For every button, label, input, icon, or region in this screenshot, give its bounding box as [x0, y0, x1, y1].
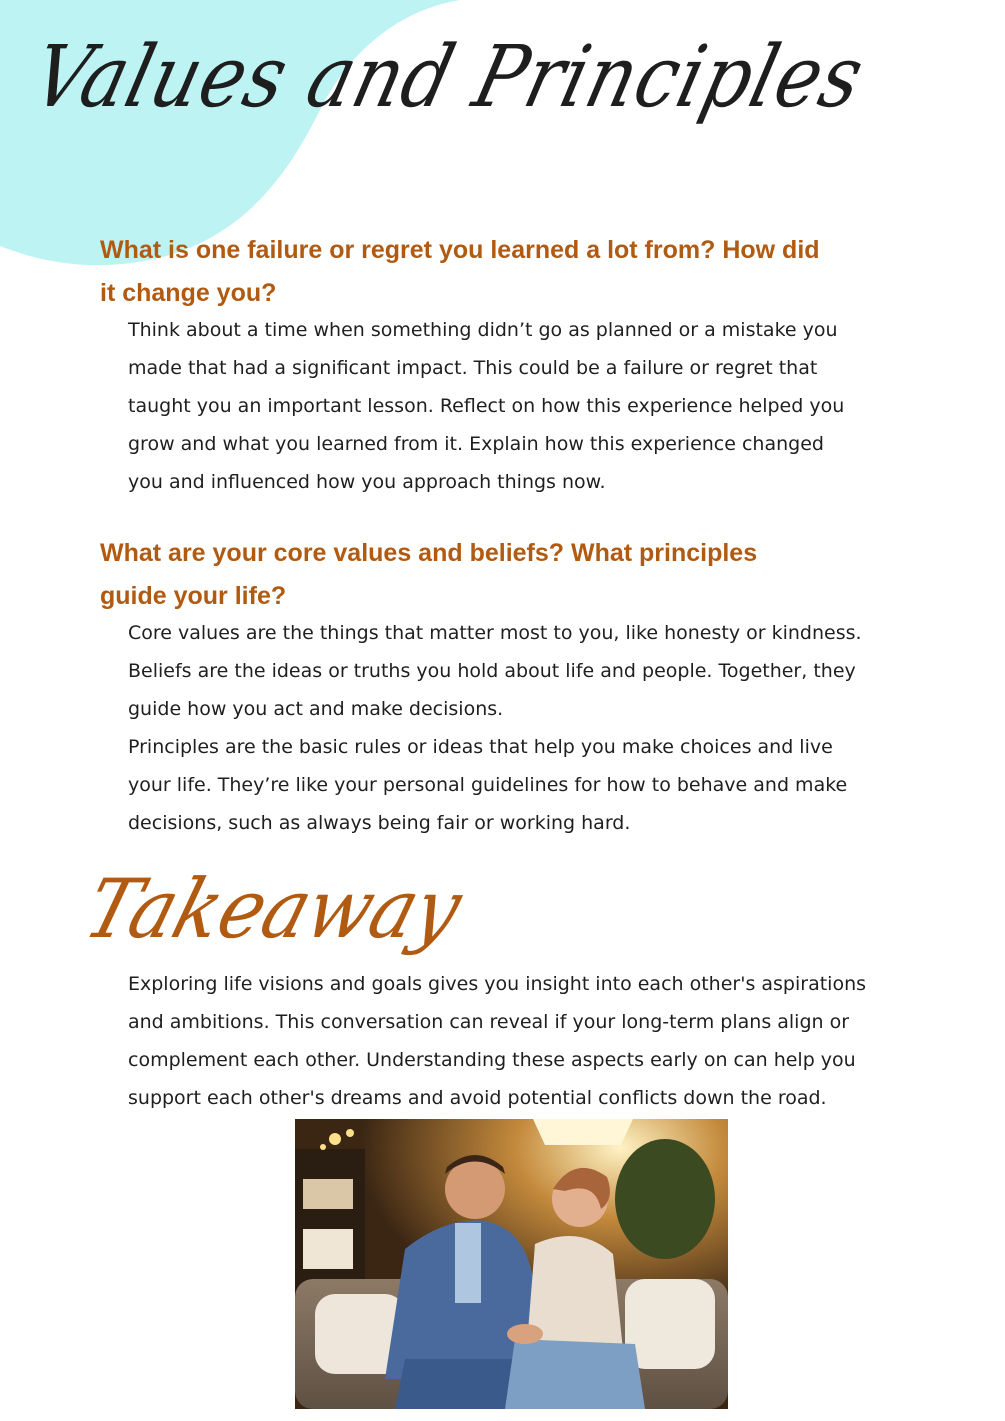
couple-on-sofa-photo: [295, 1119, 728, 1409]
question-body-2: Core values are the things that matter most to you, like honesty or kindness. Beliefs are the ideas or truths you hold about life and people. Together, they guide how you act and make decisions. Principles are the basic rules or ideas that help you make choices and live your life. They’re like your personal guidelines for how to behave and make decisions, such as always being fair or working hard.: [128, 622, 862, 834]
page-title: Values and Principles: [23, 28, 874, 127]
photo-illustration: [295, 1119, 728, 1409]
question-section-2: [100, 532, 920, 842]
takeaway-section: [100, 965, 920, 1117]
takeaway-title: Takeaway: [74, 862, 472, 957]
question-section-1: [100, 229, 920, 501]
question-heading-1: What is one failure or regret you learned a lot from? How did it change you?: [100, 236, 820, 307]
question-body-1: Think about a time when something didn’t go as planned or a mistake you made that had a significant impact. This could be a failure or regret that taught you an important lesson. Reflect on how this experience helped you grow and what you learned from it. Explain how this experience changed you and influenced how you approach things now.: [128, 319, 845, 493]
takeaway-body: Exploring life visions and goals gives you insight into each other's aspirations and ambitions. This conversation can reveal if your long-term plans align or complement each other. Understanding these aspects early on can help you support each other's dreams and avoid potential conflicts down the road.: [128, 973, 867, 1109]
question-heading-2: What are your core values and beliefs? What principles guide your life?: [100, 539, 758, 610]
